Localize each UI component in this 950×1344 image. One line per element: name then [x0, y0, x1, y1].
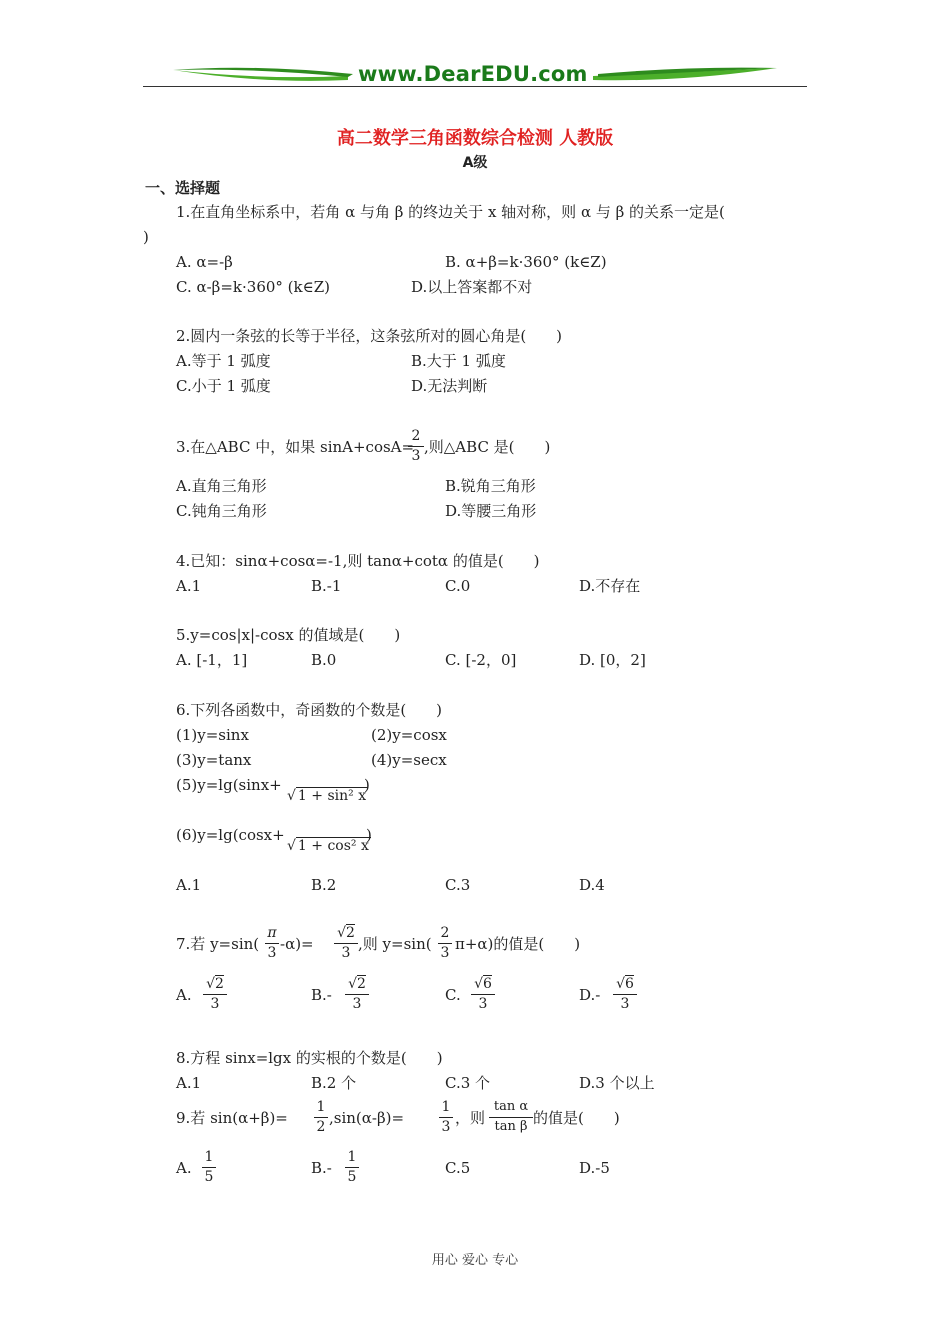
q5-option-b: B.0 — [311, 651, 337, 669]
page-title: 高二数学三角函数综合检测 人教版 — [336, 128, 614, 149]
q3-fraction — [408, 428, 424, 464]
q6-func-6-radicand: 1 + cos² x — [297, 838, 369, 854]
q3-option-c: C.钝角三角形 — [176, 502, 267, 520]
q9-frac-1a: 1 — [316, 1099, 326, 1115]
q2-option-d: D.无法判断 — [411, 377, 488, 395]
q1-stem: 1.在直角坐标系中，若角 α 与角 β 的终边关于 x 轴对称，则 α 与 β 的关系一定是( — [176, 203, 725, 221]
q3-stem-end: ,则△ABC 是( ) — [424, 438, 551, 456]
q8-option-d: D.3 个以上 — [579, 1074, 655, 1092]
q9-frac-3: 3 — [441, 1119, 451, 1135]
q8-stem: 8.方程 sinx=lgx 的实根的个数是( ) — [176, 1049, 443, 1067]
q9-option-b: B.- — [311, 1159, 332, 1177]
q7-a-radicand: 2 — [215, 976, 224, 992]
page-footer: 用心 爱心 专心 — [431, 1253, 519, 1268]
q5-option-d: D. [0，2] — [579, 651, 646, 669]
q5-stem: 5.y=cos|x|-cosx 的值域是( ) — [176, 626, 401, 644]
q7-frac-2: 2 — [440, 925, 450, 941]
q7-b-den: 3 — [352, 996, 362, 1012]
q9-stem-3: ，则 — [455, 1109, 486, 1127]
q5-option-a: A. [-1，1] — [176, 651, 248, 669]
q3-option-a: A.直角三角形 — [176, 477, 267, 495]
q4-option-d: D.不存在 — [579, 577, 641, 595]
q6-stem: 6.下列各函数中，奇函数的个数是( ) — [176, 701, 443, 719]
q8-option-b: B.2 个 — [311, 1074, 357, 1092]
q7-frac-3b: 3 — [440, 945, 450, 961]
q7-b-radicand: 2 — [357, 976, 366, 992]
q1-option-a: A. α=-β — [176, 253, 233, 271]
q7-option-b: B.- — [311, 986, 332, 1004]
q9-option-a: A. — [176, 1159, 192, 1177]
section-heading: 一、选择题 — [145, 179, 221, 197]
q9-frac-tan — [489, 1099, 533, 1135]
q6-func-6-end: ) — [366, 826, 372, 844]
q8-option-a: A.1 — [176, 1074, 202, 1092]
q4-stem: 4.已知：sinα+cosα=-1,则 tanα+cotα 的值是( ) — [176, 552, 540, 570]
q9-option-b-frac — [345, 1149, 359, 1185]
q9-frac-1b: 1 — [441, 1099, 451, 1115]
q7-stem-3: ,则 y=sin( — [358, 935, 432, 953]
q7-d-den: 3 — [620, 996, 630, 1012]
q9-stem-2: ,sin(α-β)= — [329, 1109, 405, 1127]
q6-option-d: D.4 — [579, 876, 605, 894]
q7-option-c-frac: √6 3 — [471, 976, 495, 1012]
q4-option-c: C.0 — [445, 577, 471, 595]
q3-fraction-num: 2 — [411, 428, 421, 444]
q9-stem-4: 的值是( ) — [533, 1109, 620, 1127]
q2-option-c: C.小于 1 弧度 — [176, 377, 271, 395]
q6-func-2: (2)y=cosx — [371, 726, 447, 744]
q7-stem-1: 7.若 y=sin( — [176, 935, 260, 953]
q9-frac-1-3 — [439, 1099, 453, 1135]
q7-frac-2-3 — [438, 925, 452, 961]
q7-frac-3a: 3 — [267, 945, 277, 961]
q7-option-b-frac: √2 3 — [345, 976, 369, 1012]
q7-frac-pi: π — [267, 925, 277, 941]
q6-func-3: (3)y=tanx — [176, 751, 252, 769]
q1-option-d: D.以上答案都不对 — [411, 278, 533, 296]
q3-option-b: B.锐角三角形 — [445, 477, 536, 495]
q3-fraction-den: 3 — [411, 448, 421, 464]
q7-d-radicand: 6 — [625, 976, 634, 992]
q3-stem-start: 3.在△ABC 中，如果 sinA+cosA= — [176, 438, 415, 456]
q6-func-6-sqrt: √ 1 + cos² x — [287, 838, 369, 854]
q6-func-4: (4)y=secx — [371, 751, 447, 769]
site-logo[interactable]: www.DearEDU.com — [358, 62, 588, 86]
q7-frac-pi-3 — [265, 925, 279, 961]
q9-b-num: 1 — [347, 1149, 357, 1165]
q7-option-a-frac: √2 3 — [203, 976, 227, 1012]
q8-option-c: C.3 个 — [445, 1074, 491, 1092]
q7-option-d: D.- — [579, 986, 601, 1004]
q9-tan-alpha: tan α — [493, 1099, 529, 1114]
q9-frac-1-2 — [314, 1099, 328, 1135]
header-divider — [143, 86, 807, 87]
q7-c-radicand: 6 — [483, 976, 492, 992]
q9-stem-1: 9.若 sin(α+β)= — [176, 1109, 288, 1127]
q9-a-num: 1 — [204, 1149, 214, 1165]
q6-option-b: B.2 — [311, 876, 337, 894]
q6-option-c: C.3 — [445, 876, 471, 894]
q2-option-b: B.大于 1 弧度 — [411, 352, 506, 370]
q6-func-5-end: ) — [364, 776, 370, 794]
q1-option-b: B. α+β=k·360° (k∈Z) — [445, 253, 607, 271]
page-subtitle: A级 — [462, 155, 488, 171]
q9-option-d: D.-5 — [579, 1159, 610, 1177]
q7-stem-4: π+α)的值是( ) — [455, 935, 581, 953]
q9-tan-beta: tan β — [494, 1119, 528, 1134]
q9-option-a-frac — [202, 1149, 216, 1185]
q2-stem: 2.圆内一条弦的长等于半径，这条弦所对的圆心角是( ) — [176, 327, 563, 345]
q3-option-d: D.等腰三角形 — [445, 502, 537, 520]
q1-stem-close: ) — [143, 228, 149, 246]
q7-c-den: 3 — [478, 996, 488, 1012]
q9-a-den: 5 — [204, 1169, 214, 1185]
q7-option-a: A. — [176, 986, 192, 1004]
q7-a-den: 3 — [210, 996, 220, 1012]
q6-func-5-start: (5)y=lg(sinx+ — [176, 776, 282, 794]
q7-frac-r2-den: 3 — [341, 945, 351, 961]
q9-frac-2: 2 — [316, 1119, 326, 1135]
q6-option-a: A.1 — [176, 876, 202, 894]
q5-option-c: C. [-2，0] — [445, 651, 517, 669]
q7-option-c: C. — [445, 986, 461, 1004]
q7-option-d-frac: √6 3 — [613, 976, 637, 1012]
q2-option-a: A.等于 1 弧度 — [176, 352, 271, 370]
q7-frac-r2-num: √2 — [337, 925, 355, 941]
q9-option-c: C.5 — [445, 1159, 471, 1177]
q6-func-5-sqrt: √ 1 + sin² x — [287, 788, 367, 804]
q1-option-c: C. α-β=k·360° (k∈Z) — [176, 278, 330, 296]
q7-stem-2: -α)= — [280, 935, 314, 953]
q7-frac-r2-3 — [334, 925, 358, 961]
q4-option-b: B.-1 — [311, 577, 342, 595]
q6-func-1: (1)y=sinx — [176, 726, 249, 744]
q6-func-5-radicand: 1 + sin² x — [297, 788, 367, 804]
q9-b-den: 5 — [347, 1169, 357, 1185]
q6-func-6-start: (6)y=lg(cosx+ — [176, 826, 285, 844]
q4-option-a: A.1 — [176, 577, 202, 595]
